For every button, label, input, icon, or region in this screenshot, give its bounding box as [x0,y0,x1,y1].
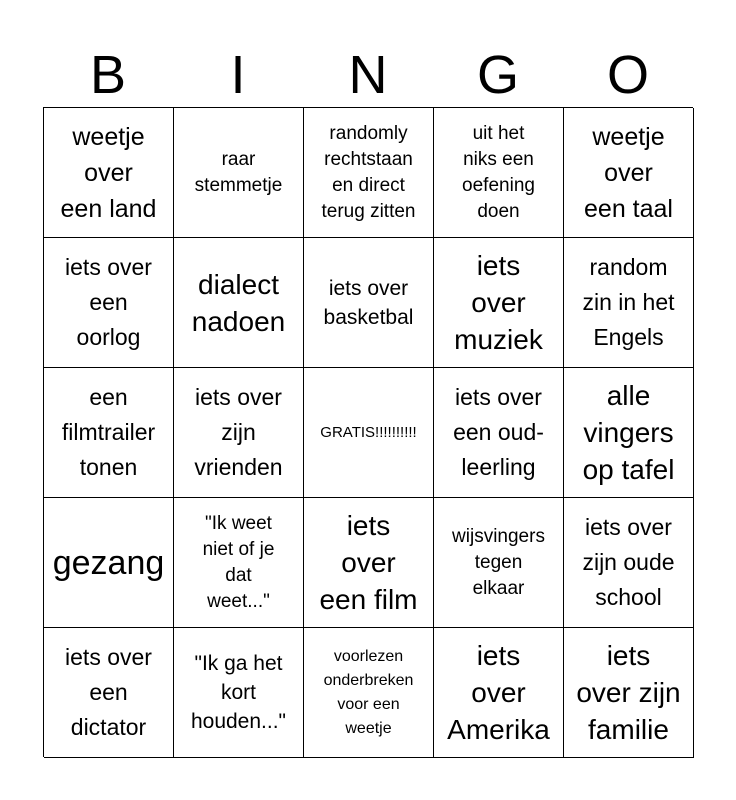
header-letter-g: G [476,45,519,105]
bingo-cell[interactable]: weetje over een land [44,108,174,238]
bingo-cell[interactable]: iets over basketbal [304,238,434,368]
bingo-cell[interactable]: iets over zijn oude school [564,498,694,628]
bingo-cell[interactable]: alle vingers op tafel [564,368,694,498]
bingo-card [43,107,693,757]
bingo-cell[interactable]: iets over zijn vrienden [174,368,304,498]
bingo-cell[interactable]: iets over een oorlog [44,238,174,368]
bingo-cell[interactable]: voorlezen onderbreken voor een weetje [304,628,434,758]
bingo-cell-free[interactable]: GRATIS!!!!!!!!!! [304,368,434,498]
bingo-cell[interactable]: random zin in het Engels [564,238,694,368]
header-letter-n: N [348,45,388,105]
bingo-cell[interactable]: uit het niks een oefening doen [434,108,564,238]
header-letter-o: O [606,45,649,105]
bingo-cell[interactable]: "Ik weet niet of je dat weet..." [174,498,304,628]
bingo-cell[interactable]: gezang [44,498,174,628]
bingo-cell[interactable]: iets over Amerika [434,628,564,758]
bingo-cell[interactable]: iets over een oud- leerling [434,368,564,498]
bingo-cell[interactable]: randomly rechtstaan en direct terug zitten [304,108,434,238]
bingo-cell[interactable]: iets over een dictator [44,628,174,758]
bingo-cell[interactable]: dialect nadoen [174,238,304,368]
bingo-cell[interactable]: weetje over een taal [564,108,694,238]
bingo-cell[interactable]: iets over een film [304,498,434,628]
bingo-cell[interactable]: "Ik ga het kort houden..." [174,628,304,758]
bingo-cell[interactable]: een filmtrailer tonen [44,368,174,498]
bingo-cell[interactable]: iets over zijn familie [564,628,694,758]
bingo-cell[interactable]: raar stemmetje [174,108,304,238]
header-letter-i: I [230,45,246,105]
bingo-cell[interactable]: iets over muziek [434,238,564,368]
bingo-cell[interactable]: wijsvingers tegen elkaar [434,498,564,628]
bingo-header [43,44,693,106]
header-letter-b: B [89,45,127,105]
